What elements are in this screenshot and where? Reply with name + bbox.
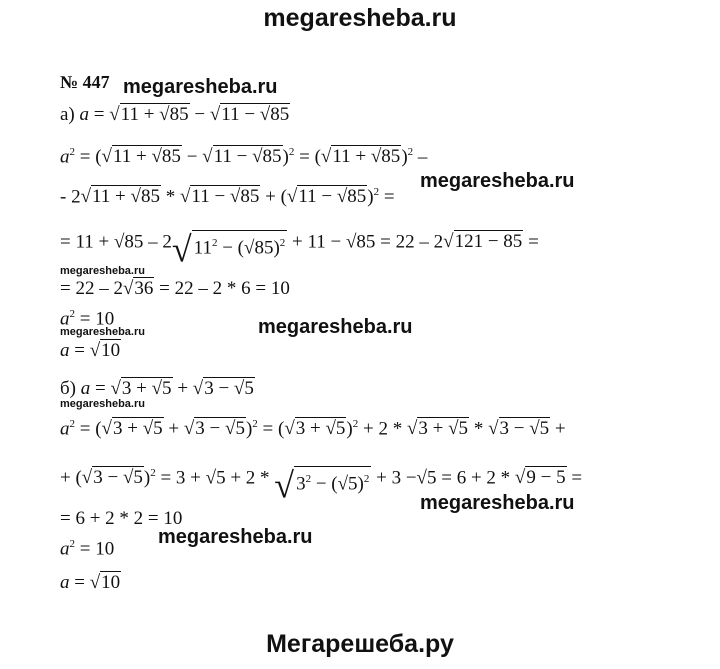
part-b-result2: a = √10 (60, 572, 121, 593)
watermark-inline: megaresheba.ru (60, 326, 145, 338)
part-b-given: б) a = √3 + √5 + √3 − √5 (60, 378, 254, 399)
part-a-step3: = 11 + √85 – 2√ $11^2 - (√85)^2 + 11 - √85 = 22 - 2√121 - 85$ = (60, 229, 539, 270)
part-a-given: а) a = √11 + √85 − √11 − √85 (60, 104, 290, 125)
part-a-result1: $a^2 = 10$ (60, 308, 115, 330)
watermark-inline: megaresheba.ru (258, 316, 413, 338)
watermark-inline: megaresheba.ru (420, 170, 575, 192)
problem-number: № 447 (60, 72, 110, 92)
part-b-result1: $a^2 = 10$ (60, 538, 115, 560)
watermark-inline: megaresheba.ru (60, 398, 145, 410)
part-a-step2: - $2√11 + √85 * √11 - √85 + (√11 - √85)^2$ = (60, 186, 395, 208)
watermark-inline: megaresheba.ru (420, 492, 575, 514)
part-a-step4: = 22 – 2√36 = 22 – 2 * 6 = 10 (60, 278, 290, 299)
watermark-inline: megaresheba.ru (60, 265, 145, 277)
part-a-step1: $a^2 = (√11 + √85 - √11 - √85)^2 = (√11 + √85)^2$ – (60, 146, 428, 168)
watermark-top: megaresheba.ru (263, 4, 457, 32)
part-b-step2: + $(√3 - √5)^2 = 3 + √5 + 2$ * √ $3^2 - (√5)^2 + 3 -√5 = 6 + 2 * √9 - 5$ = (60, 465, 583, 506)
watermark-bottom: Мегарешеба.ру (266, 630, 454, 658)
part-b-step1: $a^2 = (√3 + √5 + √3 - √5)^2 = (√3 + √5)^2 + 2 * √3 + √5 * √3 - √5$ + (60, 418, 566, 440)
part-a-result2: a = √10 (60, 340, 121, 361)
watermark-inline: megaresheba.ru (123, 76, 278, 98)
part-b-step3: = 6 + 2 * 2 = 10 (60, 508, 183, 529)
watermark-inline: megaresheba.ru (158, 526, 313, 548)
